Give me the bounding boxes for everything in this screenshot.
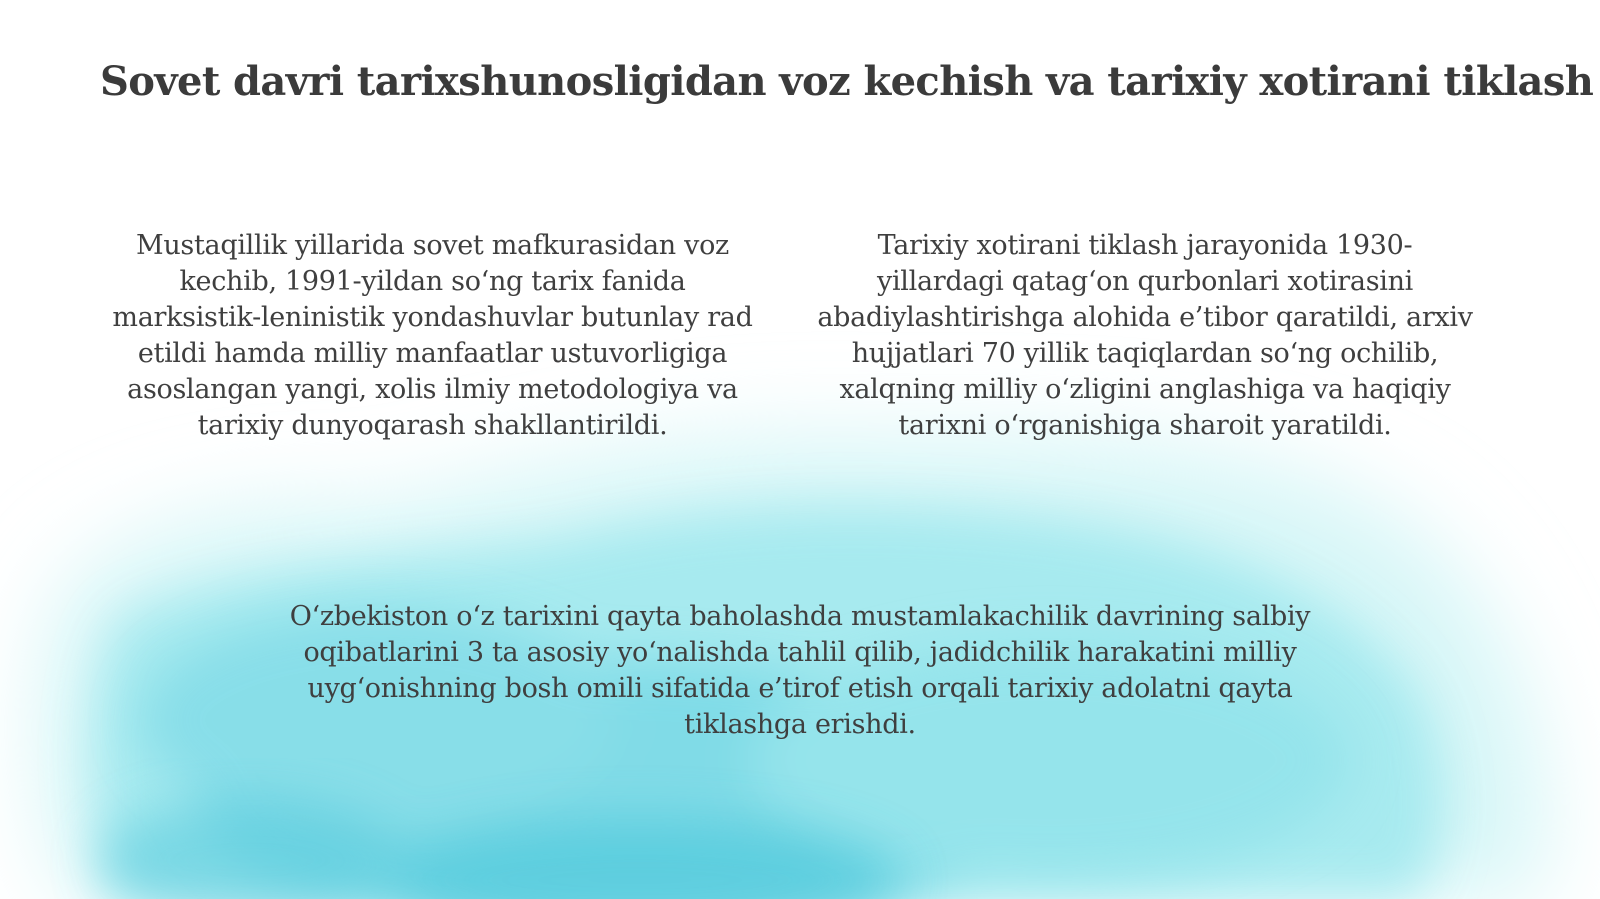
left-paragraph: Mustaqillik yillarida sovet mafkurasidan voz kechib, 1991-yildan so‘ng tarix fanida marksistik-leninistik yondashuvlar butunlay rad etildi hamda milliy manfaatlar ustuvorligiga asoslangan yangi, xolis ilmiy metodologiya va tarixiy dunyoqarash shakllantirildi.	[112, 230, 753, 441]
right-paragraph: Tarixiy xotirani tiklash jarayonida 1930-yillardagi qatag‘on qurbonlari xotirasini abadiylashtirishga alohida e’tibor qaratildi, arxiv hujjatlari 70 yillik taqiqlardan so‘ng ochilib, xalqning milliy o‘zligini anglashiga va haqiqiy tarixni o‘rganishiga sharoit yaratildi.	[817, 230, 1473, 441]
slide-title: Sovet davri tarixshunosligidan voz kechish va tarixiy xotirani tiklash	[100, 58, 1594, 105]
bottom-paragraph: O‘zbekiston o‘z tarixini qayta baholashda mustamlakachilik davrining salbiy oqibatlarini 3 ta asosiy yo‘nalishda tahlil qilib, jadidchilik harakatini milliy uyg‘onishning bosh omili sifatida e’tirof etish orqali tarixiy adolatni qayta tiklashga erishdi.	[289, 601, 1311, 740]
